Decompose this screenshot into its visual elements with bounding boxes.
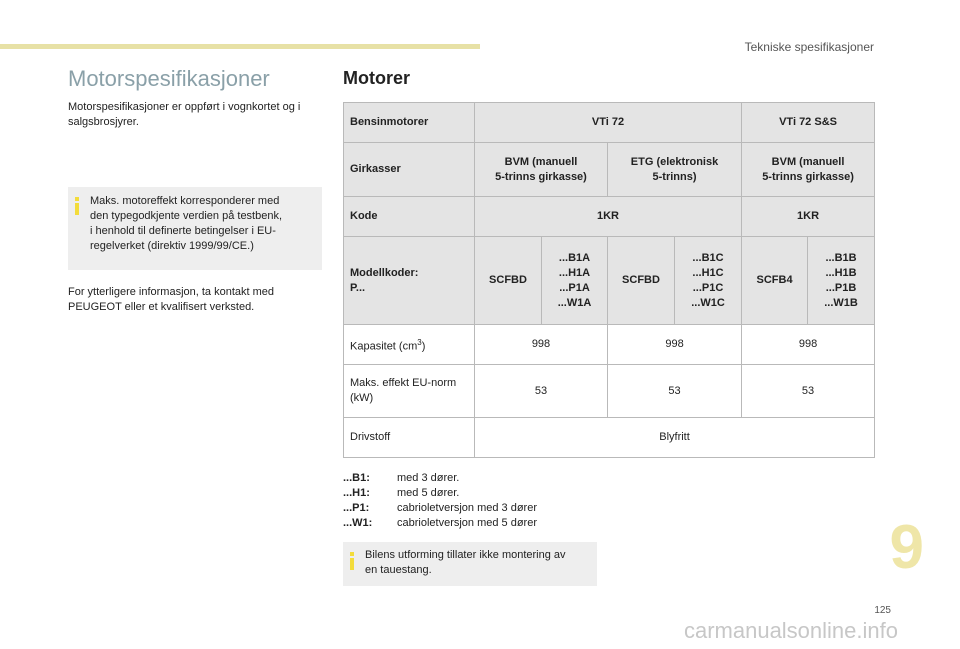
table-label-code: Kode	[344, 197, 475, 237]
table-row-engines	[344, 103, 875, 143]
info-text: Maks. motoreffekt korresponderer med den typegodkjente verdien på testbenk, i henhold til definerte betingelser i EU- regelverket (direktiv 1999/99/CE.)	[90, 195, 283, 252]
table-cell-power-1: 53	[475, 365, 608, 418]
section-title-engines: Motorer	[343, 68, 410, 88]
chapter-number: 9	[889, 513, 924, 582]
page-title: Motorspesifikasjoner	[68, 66, 270, 91]
table-cell-capacity-2: 998	[608, 325, 742, 365]
table-cell-engine-b: VTi 72 S&S	[742, 103, 875, 143]
table-cell-gearbox-3: BVM (manuell 5-trinns girkasse)	[742, 143, 875, 197]
table-cell-gearbox-1: BVM (manuell 5-trinns girkasse)	[475, 143, 608, 197]
table-cell-fuel: Blyfritt	[475, 418, 875, 458]
info-icon	[75, 197, 79, 215]
contact-paragraph: For ytterligere informasjon, ta kontakt med PEUGEOT eller et kvalifisert verksted.	[68, 286, 275, 313]
table-cell-power-3: 53	[742, 365, 875, 418]
model-code-legend	[343, 471, 537, 531]
info-box-engine-power	[68, 187, 322, 270]
table-cell-code-b: 1KR	[742, 197, 875, 237]
section-header: Tekniske spesifikasjoner	[744, 40, 874, 54]
table-cell-power-2: 53	[608, 365, 742, 418]
table-cell-capacity-3: 998	[742, 325, 875, 365]
table-cell-model-3-codes: ...B1B ...H1B ...P1B ...W1B	[808, 237, 875, 325]
table-label-fuel: Drivstoff	[344, 418, 475, 458]
page-number: 125	[874, 605, 891, 616]
table-row-code	[344, 197, 875, 237]
table-label-gearbox: Girkasser	[344, 143, 475, 197]
table-cell-model-3: SCFB4	[742, 237, 808, 325]
intro-paragraph: Motorspesifikasjoner er oppført i vognkortet og i salgsbrosjyrer.	[68, 101, 301, 128]
legend-item: ...B1: med 3 dører.	[343, 472, 460, 484]
table-cell-capacity-1: 998	[475, 325, 608, 365]
info-icon	[350, 552, 354, 570]
table-cell-model-2: SCFBD	[608, 237, 675, 325]
table-label-engines: Bensinmotorer	[344, 103, 475, 143]
table-row-capacity	[344, 325, 875, 365]
table-row-model-codes	[344, 237, 875, 325]
legend-item: ...W1: cabrioletversjon med 5 dører	[343, 517, 538, 529]
table-label-capacity: Kapasitet $(cm^3)$	[344, 325, 475, 365]
info-box-towbar	[343, 542, 597, 586]
table-cell-engine-a: VTi 72	[475, 103, 742, 143]
table-label-model-codes: Modellkoder: P...	[344, 237, 475, 325]
table-cell-model-1-codes: ...B1A ...H1A ...P1A ...W1A	[542, 237, 608, 325]
table-cell-model-2-codes: ...B1C ...H1C ...P1C ...W1C	[675, 237, 742, 325]
table-row-power	[344, 365, 875, 418]
table-cell-gearbox-2: ETG (elektronisk 5-trinns)	[608, 143, 742, 197]
info-text: Bilens utforming tillater ikke montering av en tauestang.	[365, 549, 566, 576]
watermark: carmanualsonline.info	[683, 618, 898, 643]
table-row-gearbox	[344, 143, 875, 197]
table-cell-code-a: 1KR	[475, 197, 742, 237]
table-row-fuel	[344, 418, 875, 458]
header-accent-bar	[0, 44, 480, 49]
table-label-power: Maks. effekt EU-norm (kW)	[344, 365, 475, 418]
legend-item: ...H1: med 5 dører.	[343, 487, 460, 499]
engine-spec-table	[343, 102, 875, 458]
table-cell-model-1: SCFBD	[475, 237, 542, 325]
legend-item: ...P1: cabrioletversjon med 3 dører	[343, 502, 538, 514]
